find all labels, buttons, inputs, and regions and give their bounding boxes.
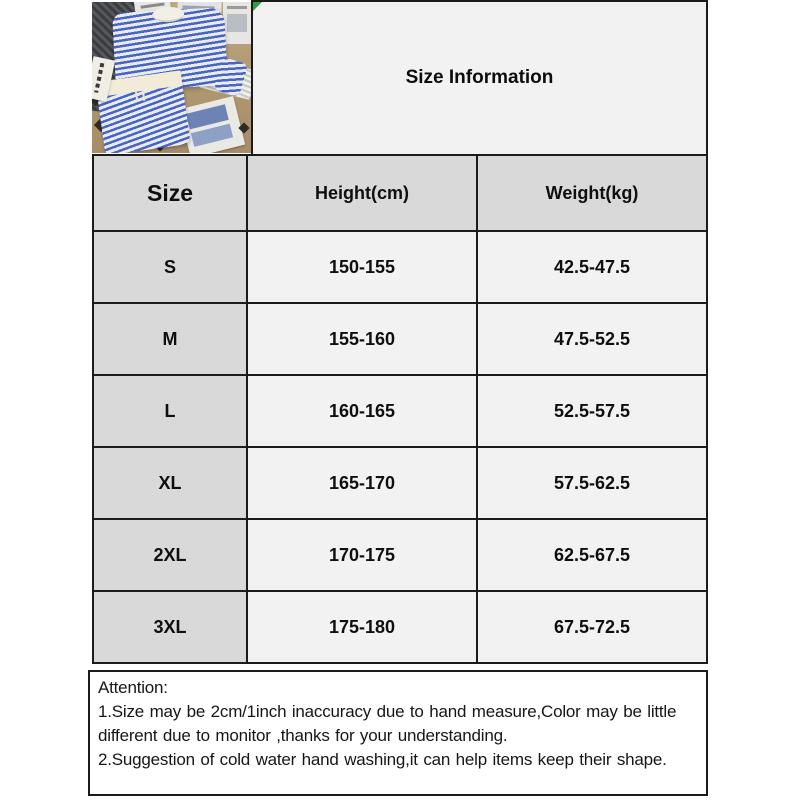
table-cell: 62.5-67.5 [478,520,706,590]
product-photo [92,2,251,153]
row-label: S [94,232,246,302]
column-header-weight: Weight(kg) [478,156,706,230]
column-header-height: Height(cm) [248,156,476,230]
poster-far-right-graphic [223,2,251,44]
title-cell [251,0,708,156]
table-cell: 175-180 [248,592,476,662]
page-title: Size Information [405,67,554,88]
magazine-graphic [179,96,245,153]
row-label: L [94,376,246,446]
size-table [92,154,708,664]
row-label: XL [94,448,246,518]
table-cell: 67.5-72.5 [478,592,706,662]
column-header-size: Size [94,156,246,230]
table-cell: 57.5-62.5 [478,448,706,518]
table-cell: 42.5-47.5 [478,232,706,302]
table-cell: 150-155 [248,232,476,302]
table-cell: 160-165 [248,376,476,446]
row-label: M [94,304,246,374]
table-cell: 170-175 [248,520,476,590]
tshirt-collar-graphic [152,6,185,23]
table-cell: 165-170 [248,448,476,518]
attention-note-line: 2.Suggestion of cold water hand washing,it can help items keep their shape. [98,750,667,769]
attention-title: Attention: [98,678,168,697]
cell-corner-marker-icon [253,2,262,11]
attention-note-line: 1.Size may be 2cm/1inch inaccuracy due to hand measure,Color may be little [98,702,677,721]
attention-note-line: different due to monitor ,thanks for your understanding. [98,726,508,745]
row-label: 2XL [94,520,246,590]
table-cell: 47.5-52.5 [478,304,706,374]
table-cell: 52.5-57.5 [478,376,706,446]
attention-box [88,670,708,796]
row-label: 3XL [94,592,246,662]
table-cell: 155-160 [248,304,476,374]
